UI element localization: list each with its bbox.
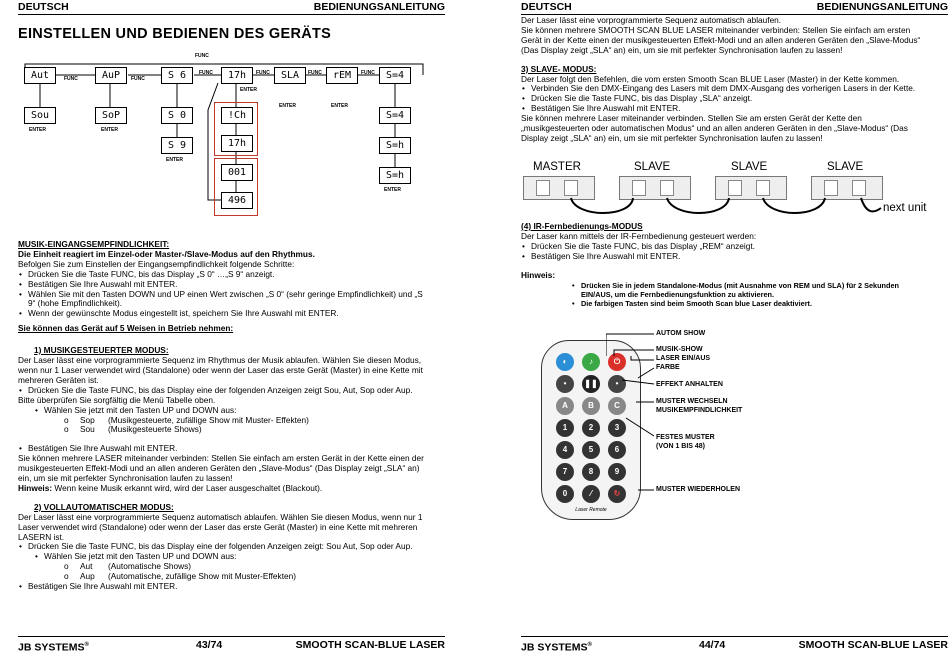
display-aup: AuP xyxy=(95,67,127,84)
paragraph: Sie können mehrere Laser miteinander verbinden. Stellen Sie am ersten Gerät der Kette den „musikgesteuerten oder automatischen Modus“ und an allen anderen Geräten in den „Slave-Modus“ (Das Display zeigt „SLA“ an) ein, um sie mit perfekter Synchronisation laufen zu lassen! xyxy=(521,113,908,143)
enter-label: ENTER xyxy=(29,127,46,133)
page-number: 43/74 xyxy=(196,639,223,651)
enter-label: ENTER xyxy=(101,127,118,133)
display-17h: 17h xyxy=(221,67,253,84)
func-label: FUNC xyxy=(64,76,78,82)
label-muster-wechseln: MUSTER WECHSELN xyxy=(656,398,728,405)
paragraph: Befolgen Sie zum Einstellen der Eingangsempfindlichkeit folgende Schritte: xyxy=(18,258,295,269)
enter-label: ENTER xyxy=(331,103,348,109)
func-label: FUNC xyxy=(131,76,145,82)
func-label: FUNC xyxy=(361,70,375,76)
master-label: MASTER xyxy=(533,161,581,173)
color-right-button: • xyxy=(608,375,626,393)
auto-show-button: ◐ xyxy=(556,353,574,371)
display-s4-b: S=4 xyxy=(379,107,411,124)
display-17h-b: 17h xyxy=(221,135,253,152)
button-b: B xyxy=(582,397,600,415)
page-number: 44/74 xyxy=(699,639,726,651)
list-item: • Bestätigen Sie Ihre Auswahl mit ENTER. xyxy=(28,444,428,454)
page-footer xyxy=(521,636,948,653)
music-show-button: ♪ xyxy=(582,353,600,371)
repeat-button: ↻ xyxy=(608,485,626,503)
header-language: DEUTSCH xyxy=(18,1,69,13)
header-doc-title: BEDIENUNGSANLEITUNG xyxy=(313,1,445,13)
label-musik-show: MUSIK-SHOW xyxy=(656,346,703,353)
page-header xyxy=(521,0,948,15)
digit-button: 5 xyxy=(582,441,600,459)
label-muster-wiederholen: MUSTER WIEDERHOLEN xyxy=(656,486,740,493)
display-rem: rEM xyxy=(326,67,358,84)
paragraph: Bitte überprüfen Sie sorgfältig die Menü Tabelle oben. xyxy=(18,394,216,405)
display-s0: S 0 xyxy=(161,107,193,124)
list-item: • Verbinden Sie den DMX-Eingang des Lasers mit dem DMX-Ausgang des vorherigen Lasers in der Kette. xyxy=(531,84,931,94)
remote-section xyxy=(521,222,931,308)
page-title: EINSTELLEN UND BEDIENEN DES GERÄTS xyxy=(18,26,332,42)
list-item: • Drücken Sie die Taste FUNC, bis das Display eine der folgenden Anzeigen zeigt: Sou Aut, Sop oder Aup. xyxy=(28,542,428,552)
note-heading: Hinweis: xyxy=(521,269,556,280)
note-item: • Drücken Sie in jedem Standalone-Modus (mit Ausnahme von REM und SLA) für 2 Sekunden EIN/AUS, um die Fernbedienungsfunktion zu aktivieren. xyxy=(581,281,931,299)
list-item: • Drücken Sie die Taste FUNC, bis das Display „REM“ anzeigt. xyxy=(531,242,931,252)
mode-heading: 3) SLAVE- MODUS: xyxy=(521,63,597,74)
header-doc-title: BEDIENUNGSANLEITUNG xyxy=(816,1,948,13)
dmx-cables xyxy=(521,158,931,218)
label-laser-on-off: LASER EIN/AUS xyxy=(656,355,711,362)
option-row: o Sou (Musikgesteuerte Shows) xyxy=(64,424,202,435)
list-item: • Drücken Sie die Taste FUNC, bis das Display eine der folgenden Anzeigen zeigt Sou, Aut, Sop oder Aup. xyxy=(28,386,428,396)
digit-button: 7 xyxy=(556,463,574,481)
digit-button: 4 xyxy=(556,441,574,459)
enter-label: ENTER xyxy=(240,87,257,93)
display-sou: Sou xyxy=(24,107,56,124)
paragraph: Der Laser folgt den Befehlen, die vom ersten Smooth Scan BLUE Laser (Master) in der Kette kommen. xyxy=(521,73,900,84)
list-item: • Bestätigen Sie Ihre Auswahl mit ENTER. xyxy=(531,104,931,114)
label-autom-show: AUTOM SHOW xyxy=(656,330,706,337)
list-item: • Wählen Sie jetzt mit den Tasten UP und DOWN aus: xyxy=(44,552,428,562)
footer-product: SMOOTH SCAN-BLUE LASER xyxy=(295,639,445,651)
list-item: • Bestätigen Sie Ihre Auswahl mit ENTER. xyxy=(28,280,428,290)
mode-heading: 2) VOLLAUTOMATISCHER MODUS: xyxy=(34,501,174,512)
note: Hinweis: Wenn keine Musik erkannt wird, wird der Laser ausgeschaltet (Blackout). xyxy=(18,482,323,493)
digit-button: 1 xyxy=(556,419,574,437)
digit-button: 3 xyxy=(608,419,626,437)
pause-button: ❚❚ xyxy=(582,375,600,393)
laser-chain-diagram xyxy=(521,158,931,218)
list-item: • Wählen Sie mit den Tasten DOWN und UP einen Wert zwischen „S 0“ (sehr geringe Empfindlichkeit) und „S 9“ (hohe Empfindlichkeit). xyxy=(28,290,428,310)
func-label: FUNC xyxy=(308,70,322,76)
func-label: FUNC xyxy=(195,53,209,59)
button-a: A xyxy=(556,397,574,415)
list-item: • Drücken Sie die Taste FUNC, bis das Display „SLA“ anzeigt. xyxy=(531,94,931,104)
display-aut: Aut xyxy=(24,67,56,84)
page-header xyxy=(18,0,445,15)
digit-button: 6 xyxy=(608,441,626,459)
display-sh: S=h xyxy=(379,137,411,154)
func-label: FUNC xyxy=(199,70,213,76)
display-sh-b: S=h xyxy=(379,167,411,184)
option-row: o Aut (Automatische Shows) xyxy=(64,561,192,572)
label-von-1-bis-48: (VON 1 BIS 48) xyxy=(656,443,706,450)
display-001: 001 xyxy=(221,164,253,181)
section-music-sensitivity xyxy=(18,240,428,592)
label-effekt-anhalten: EFFEKT ANHALTEN xyxy=(656,381,723,388)
next-unit-label: next unit xyxy=(883,202,927,214)
page-footer xyxy=(18,636,445,653)
display-ich: !Ch xyxy=(221,107,253,124)
display-sla: SLA xyxy=(274,67,306,84)
fn-button: ⁄ xyxy=(582,485,600,503)
display-sop: SoP xyxy=(95,107,127,124)
footer-brand: JB SYSTEMS® xyxy=(18,641,89,654)
button-c: C xyxy=(608,397,626,415)
list-item: • Drücken Sie die Taste FUNC, bis das Display „S 0“ …„S 9“ anzeigt. xyxy=(28,270,428,280)
label-festes-muster: FESTES MUSTER xyxy=(656,434,715,441)
digit-button: 9 xyxy=(608,463,626,481)
list-item: • Bestätigen Sie Ihre Auswahl mit ENTER. xyxy=(28,582,428,592)
func-label: FUNC xyxy=(256,70,270,76)
right-page xyxy=(521,0,948,654)
slave-label: SLAVE xyxy=(731,161,768,173)
remote-name: Laser Remote xyxy=(575,507,607,513)
mode-heading: 1) MUSIKGESTEUERTER MODUS: xyxy=(34,345,169,356)
digit-button: 0 xyxy=(556,485,574,503)
section-heading: MUSIK-EINGANGSEMPFINDLICHKEIT: xyxy=(18,239,170,249)
slave-label: SLAVE xyxy=(827,161,864,173)
mode-heading: (4) IR-Fernbedienungs-MODUS xyxy=(521,221,643,231)
menu-diagram xyxy=(18,50,428,232)
enter-label: ENTER xyxy=(166,157,183,163)
left-page xyxy=(18,0,445,654)
footer-product: SMOOTH SCAN-BLUE LASER xyxy=(798,639,948,651)
enter-label: ENTER xyxy=(279,103,296,109)
list-item: • Bestätigen Sie Ihre Auswahl mit ENTER. xyxy=(531,252,931,262)
slave-label: SLAVE xyxy=(634,161,671,173)
paragraph: Sie können mehrere SMOOTH SCAN BLUE LASER miteinander verbinden: Stellen Sie einfach am ersten Gerät in der Kette einen der musikgesteuerten Effekt-Modi und an allen anderen Geräten den „Slave-Modus“ (Das Display zeigt „SLA“ an) ein, um sie mit perfekter Synchronisation laufen zu lassen! xyxy=(521,24,921,55)
enter-label: ENTER xyxy=(384,187,401,193)
digit-button: 8 xyxy=(582,463,600,481)
section-heading: Sie können das Gerät auf 5 Weisen in Betrieb nehmen: xyxy=(18,323,234,334)
display-s4: S=4 xyxy=(379,67,411,84)
option-row: o Sop (Musikgesteuerte, zufällige Show mit Muster- Effekten) xyxy=(64,414,309,425)
note-item: • Die farbigen Tasten sind beim Smooth Scan blue Laser deaktiviert. xyxy=(581,299,931,308)
display-s9: S 9 xyxy=(161,137,193,154)
section-subheading: Die Einheit reagiert im Einzel-oder Master-/Slave-Modus auf den Rhythmus. xyxy=(18,248,315,259)
footer-brand: JB SYSTEMS® xyxy=(521,641,592,654)
display-s6: S 6 xyxy=(161,67,193,84)
digit-button: 2 xyxy=(582,419,600,437)
label-farbe: FARBE xyxy=(656,364,680,371)
label-musikempfindlichkeit: MUSIKEMPFINDLICHKEIT xyxy=(656,407,743,414)
option-row: o Aup (Automatische, zufällige Show mit Muster-Effekten) xyxy=(64,571,296,582)
paragraph: Sie können mehrere LASER miteinander verbinden: Stellen Sie einfach am ersten Gerät in der Kette einen der musikgesteuerten Effekt-Modi und an allen anderen Geräten den „Slave-Modus“ (Das Display zeigt „SLA“ an) ein, um sie mit perfekter Synchronisation laufen zu lassen! xyxy=(18,453,424,484)
paragraph: Der Laser lässt eine vorprogrammierte Sequenz automatisch ablaufen. xyxy=(521,15,782,25)
list-item: • Wählen Sie jetzt mit den Tasten UP und DOWN aus: xyxy=(44,406,428,416)
display-496: 496 xyxy=(221,192,253,209)
power-button: ⏻ xyxy=(608,353,626,371)
header-language: DEUTSCH xyxy=(521,1,572,13)
color-left-button: • xyxy=(556,375,574,393)
paragraph: Der Laser lässt eine vorprogrammierte Sequenz automatisch ablaufen. Wählen Sie diesen Modus, wenn nur 1 Laser verwendet wird (Standalone) oder wenn der Laser das erste Gerät (Master) in eine Kette mit mehreren LASERN ist. xyxy=(18,511,423,542)
list-item: • Wenn der gewünschte Modus eingestellt ist, speichern Sie Ihre Auswahl mit ENTER. xyxy=(28,309,428,319)
slave-section xyxy=(521,16,931,144)
paragraph: Der Laser kann mittels der IR-Fernbedienung gesteuert werden: xyxy=(521,230,757,241)
paragraph: Der Laser lässt eine vorprogrammierte Sequenz im Rhythmus der Musik ablaufen. Wählen Sie diesen Modus, wenn nur 1 Laser verwendet wird (Standalone) oder wenn der Laser das erste Gerät (Master) in eine Kette mit mehreren Geräten ist. xyxy=(18,355,423,385)
